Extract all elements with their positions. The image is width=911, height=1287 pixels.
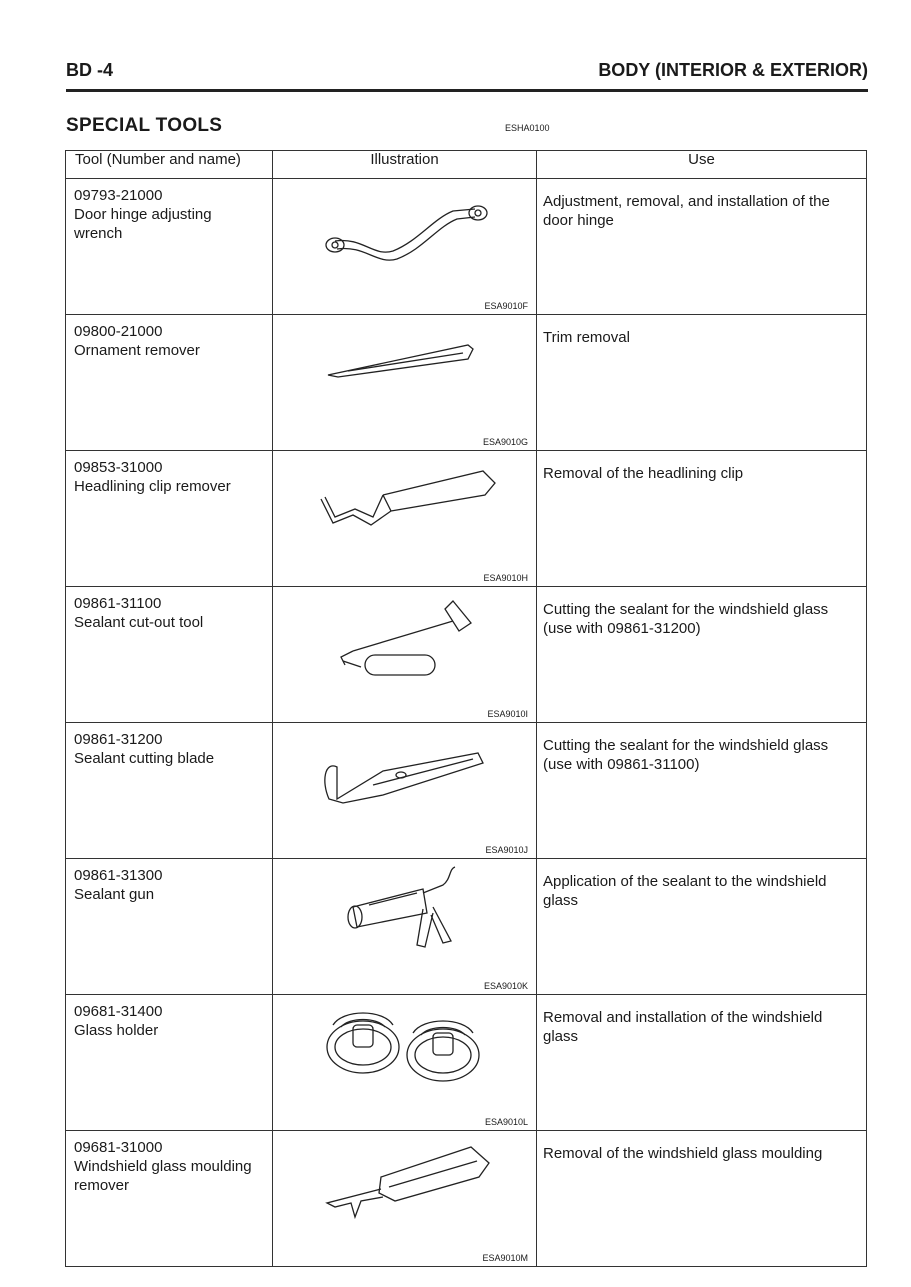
- illustration-code: ESA9010H: [483, 573, 528, 583]
- tool-number: 09861-31100: [74, 595, 162, 612]
- illustration-code: ESA9010G: [482, 437, 528, 447]
- tool-cell: [66, 1131, 273, 1267]
- illustration-code: ESA9010J: [485, 845, 528, 855]
- wrench-icon: [273, 179, 537, 301]
- use-cell: Removal of the headlining clip: [537, 451, 867, 587]
- section-heading: BODY (INTERIOR & EXTERIOR): [598, 60, 868, 80]
- illustration-code: ESA9010I: [487, 709, 528, 719]
- table-row: [66, 859, 867, 995]
- tool-cell: [66, 587, 273, 723]
- illustration-cell: [273, 1131, 537, 1267]
- tool-number: 09800-21000: [74, 323, 163, 340]
- table-row: [66, 995, 867, 1131]
- tool-name: Door hinge adjusting wrench: [74, 206, 212, 242]
- tool-name: Headlining clip remover: [74, 478, 231, 495]
- table-row: [66, 1131, 867, 1267]
- cutting-blade-icon: [273, 723, 537, 845]
- column-header-tool: Tool (Number and name): [66, 151, 273, 179]
- tool-cell: [66, 859, 273, 995]
- tool-name: Windshield glass moulding remover: [74, 1158, 252, 1194]
- page-number: BD -4: [66, 60, 114, 80]
- tool-cell: [66, 451, 273, 587]
- tool-name: Ornament remover: [74, 342, 200, 359]
- tool-name: Sealant gun: [74, 886, 155, 903]
- use-cell: Removal and installation of the windshield glass: [537, 995, 867, 1131]
- illustration-cell: [273, 179, 537, 315]
- illustration-cell: [273, 451, 537, 587]
- use-cell: Cutting the sealant for the windshield glass (use with 09861-31100): [537, 723, 867, 859]
- use-cell: Removal of the windshield glass moulding: [537, 1131, 867, 1267]
- tool-number: 09861-31200: [74, 731, 163, 748]
- illustration-cell: [273, 859, 537, 995]
- page-title: SPECIAL TOOLS: [66, 115, 223, 136]
- illustration-code: ESA9010F: [484, 301, 528, 311]
- glass-holder-icon: [273, 995, 537, 1117]
- tool-cell: [66, 723, 273, 859]
- use-cell: Trim removal: [537, 315, 867, 451]
- table-row: [66, 723, 867, 859]
- illustration-cell: [273, 315, 537, 451]
- table-header-row: [66, 151, 867, 179]
- tool-number: 09793-21000: [74, 187, 163, 204]
- sealant-gun-icon: [273, 859, 537, 981]
- illustration-cell: [273, 995, 537, 1131]
- tool-name: Glass holder: [74, 1022, 159, 1039]
- column-header-use: Use: [537, 151, 867, 179]
- table-row: [66, 451, 867, 587]
- clip-remover-icon: [273, 451, 537, 573]
- illustration-code: ESA9010L: [484, 1117, 528, 1127]
- use-cell: Adjustment, removal, and installation of the door hinge: [537, 179, 867, 315]
- title-code: ESHA0100: [505, 123, 550, 133]
- ornament-remover-icon: [273, 315, 537, 437]
- moulding-remover-icon: [273, 1131, 537, 1253]
- tool-cell: [66, 315, 273, 451]
- table-row: [66, 315, 867, 451]
- table-row: [66, 179, 867, 315]
- tool-number: 09853-31000: [74, 459, 163, 476]
- tool-name: Sealant cutting blade: [74, 750, 215, 767]
- illustration-cell: [273, 587, 537, 723]
- table-row: [66, 587, 867, 723]
- column-header-illustration: Illustration: [273, 151, 537, 179]
- special-tools-table: [65, 150, 867, 1267]
- illustration-cell: [273, 723, 537, 859]
- tool-name: Sealant cut-out tool: [74, 614, 204, 631]
- cut-out-tool-icon: [273, 587, 537, 709]
- tool-cell: [66, 995, 273, 1131]
- use-cell: Cutting the sealant for the windshield glass (use with 09861-31200): [537, 587, 867, 723]
- tool-number: 09681-31000: [74, 1139, 163, 1156]
- tool-cell: [66, 179, 273, 315]
- header-rule: [66, 89, 868, 92]
- illustration-code: ESA9010K: [483, 981, 528, 991]
- illustration-code: ESA9010M: [482, 1253, 528, 1263]
- use-cell: Application of the sealant to the windshield glass: [537, 859, 867, 995]
- tool-number: 09861-31300: [74, 867, 163, 884]
- tool-number: 09681-31400: [74, 1003, 163, 1020]
